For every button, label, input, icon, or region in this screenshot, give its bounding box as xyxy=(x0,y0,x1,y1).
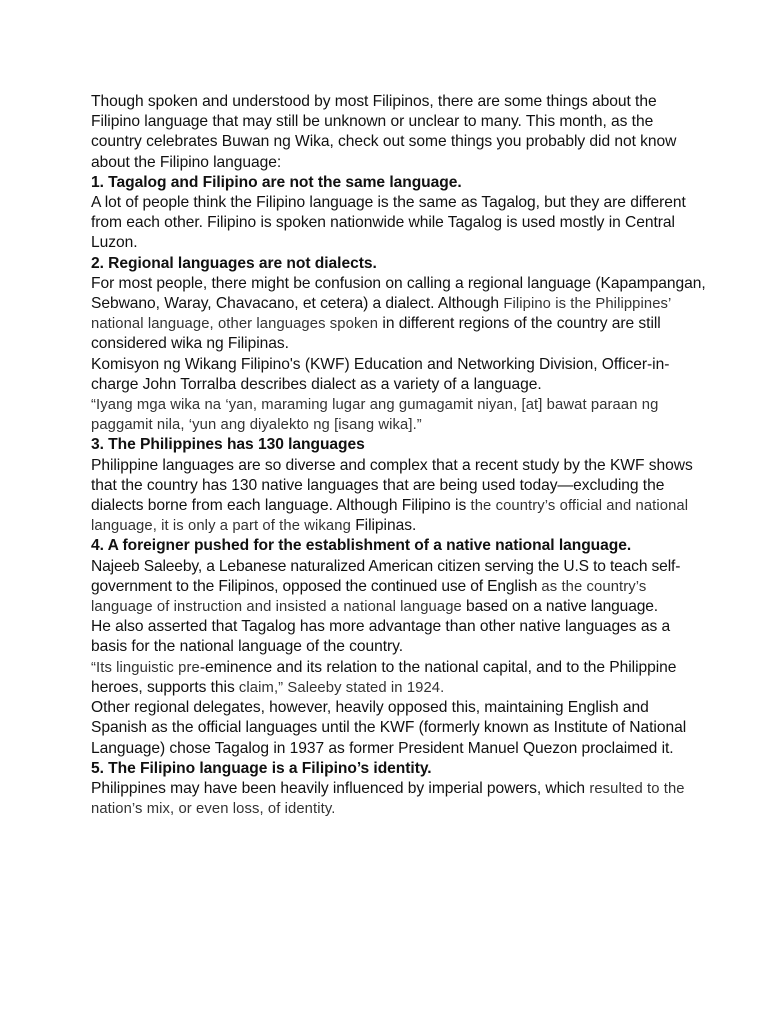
section-5-paragraph xyxy=(91,779,708,819)
section-2-text-c: in different regions of the country are still considered wika ng Filipinas. xyxy=(91,315,661,353)
section-5-heading: 5. The Filipino language is a Filipino’s identity. xyxy=(91,759,432,777)
section-2-quote-b: lugar ang gumagamit niyan, [at] bawat paraan ng paggamit nila, ‘yun ang diyalekto ng [isang wika].” xyxy=(91,397,659,434)
section-5-text-b: resulted to the nation’s mix, or even loss, of identity. xyxy=(91,780,685,818)
section-2-text-a: For most people, there might be confusion on calling a regional language (Kapampangan, Sebwano, Waray, Chavacano, et cetera) a dialect. Although xyxy=(91,274,706,313)
section-1-heading: 1. Tagalog and Filipino are not the same language. xyxy=(91,173,462,191)
section-3-text-a: Philippine languages are so diverse and complex that a recent study by the KWF shows that the country has 130 native languages that are being used today—excluding the dialects borne from each language. Although Filipino is xyxy=(91,456,693,515)
section-4-paragraph-3: Other regional delegates, however, heavily opposed this, maintaining English and Spanish as the official languages until the KWF (formerly known as Institute of National Language) chose Tagalog in 1937 as former President Manuel Quezon proclaimed it. xyxy=(91,699,687,757)
section-4-quote-c: claim,” Saleeby stated in 1924. xyxy=(234,679,445,696)
section-4-text-c: based on a native language. xyxy=(461,598,658,616)
section-3-paragraph xyxy=(91,456,708,537)
intro-paragraph: Though spoken and understood by most Filipinos, there are some things about the Filipino language that may still be unknown or unclear to many. This month, as the country celebrates Buwan ng Wika, check out some things you probably did not know about the Filipino language: xyxy=(91,93,677,171)
section-4-quote xyxy=(91,658,708,698)
section-2-quote xyxy=(91,395,708,435)
section-2-heading: 2. Regional languages are not dialects. xyxy=(91,254,377,272)
section-2-quote-a: “Iyang mga wika na ‘yan, maraming xyxy=(91,397,328,414)
section-1-paragraph: A lot of people think the Filipino language is the same as Tagalog, but they are different from each other. Filipino is spoken nationwide while Tagalog is used mostly in Central Luzon. xyxy=(91,194,686,252)
section-2-paragraph-2: Komisyon ng Wikang Filipino's (KWF) Education and Networking Division, Officer-in-charge John Torralba describes dialect as a variety of a language. xyxy=(91,355,670,393)
section-2-paragraph-1 xyxy=(91,274,708,355)
section-4-heading: 4. A foreigner pushed for the establishment of a native national language. xyxy=(91,537,632,555)
section-4-text-b: as the country’s language of instruction and insisted a national language xyxy=(91,578,647,616)
section-4-quote-b: -eminence and its relation to the national capital, and to the Philippine heroes, supports this xyxy=(91,658,677,696)
section-3-text-b: the country’s official and national language, it is only a part of the wikang xyxy=(91,498,689,535)
section-2-text-b: Filipino is the Philippines’ national language, other languages spoken xyxy=(91,296,671,333)
section-3-text-c: Filipinas. xyxy=(350,517,417,535)
section-4-paragraph-2: He also asserted that Tagalog has more advantage than other native languages as a basis for the national language of the country. xyxy=(91,618,671,656)
document-body xyxy=(91,92,708,819)
section-4-quote-a: “Its linguistic pre xyxy=(91,659,200,676)
section-5-text-a: Philippines may have been heavily influenced by imperial powers, which xyxy=(91,779,590,797)
section-4-text-a: Najeeb Saleeby, a Lebanese naturalized American citizen serving the U.S to teach self-government to the Filipinos, opposed the continued use of English xyxy=(91,557,681,595)
section-3-heading: 3. The Philippines has 130 languages xyxy=(91,436,365,454)
section-4-paragraph-1 xyxy=(91,557,708,618)
